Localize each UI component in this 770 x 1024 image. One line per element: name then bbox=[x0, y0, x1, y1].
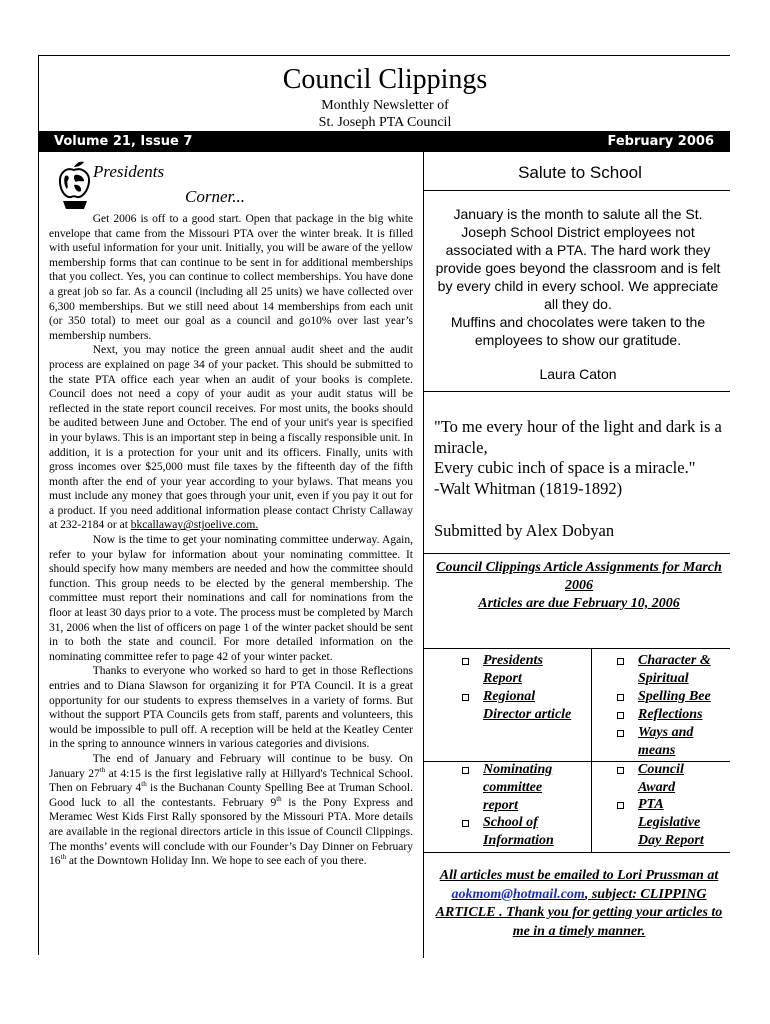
volume-label: Volume 21, Issue 7 bbox=[54, 134, 193, 149]
issue-bar bbox=[38, 131, 730, 152]
checkbox-icon bbox=[462, 767, 469, 774]
newsletter-org: St. Joseph PTA Council bbox=[318, 115, 452, 130]
checkbox-icon bbox=[617, 712, 624, 719]
checkbox-icon bbox=[617, 767, 624, 774]
assignment-item: Ways and means bbox=[617, 724, 718, 760]
submission-note: All articles must be emailed to Lori Prussman at aokmom@hotmail.com, subject: CLIPPING ARTICLE . Thank you for getting your articles to me in a timely manner. bbox=[435, 868, 723, 939]
article-paragraph: The end of January and February will continue to be busy. On January 27th at 4:15 is the first legislative rally at Hillyard's Technical School. Then on February 4th is the Buchanan County Spelling Bee at Truman School. Good luck to all the contestants. February 9th is the Pony Express and Meramec West Kids First Rally sponsored by the Missouri PTA. More details are available in the regional directors article in this issue of Council Clippings. The months’ events will conclude with our Founder’s Day Dinner on February 16th at the Downtown Holiday Inn. We hope to see each of you there. bbox=[49, 752, 413, 868]
checkbox-icon bbox=[462, 658, 469, 665]
checkbox-icon bbox=[617, 694, 624, 701]
grid-line bbox=[424, 852, 730, 853]
section-divider bbox=[424, 553, 730, 554]
salute-author: Laura Caton bbox=[539, 366, 617, 382]
salute-body: January is the month to salute all the St. Joseph School District employees not associated with a PTA. The hard work they provide goes beyond the classroom and is felt by every child in every school. We appreciate all they do. Muffins and chocolates were taken to the employees to show our gratitude. bbox=[435, 206, 721, 348]
article-paragraph: Thanks to everyone who worked so hard to get in those Reflections entries and to Diana Slawson for organizing it for PTA Council. It is a great opportunity for our students to express themselves in a variety of forms. But without the support PTA Councils gets from staff, parents and volunteers, this would be impossible to pull off. A reception will be held at the Keatley Center in the spring to announce winners in various categories and divisions. bbox=[49, 665, 413, 751]
apple-globe-icon bbox=[57, 161, 91, 211]
assignment-item: Nominating committee report bbox=[462, 761, 567, 815]
assignment-item: PTA Legislative Day Report bbox=[617, 796, 722, 850]
quote-submitter: Submitted by Alex Dobyan bbox=[434, 521, 615, 540]
issue-date: February 2006 bbox=[607, 134, 714, 149]
article-paragraph: Get 2006 is off to a good start. Open that package in the big white envelope that came from the Missouri PTA over the winter break. It is filled with useful information for your unit. Initially, you will be aware of the yellow membership forms that can continue to be sent in for additional memberships that you collect. Yes, you can continue to collect memberships. You have done a great job so far. As a council (including all 25 units) we have collected over 6,300 memberships. But we still need about 14 memberships from each unit (or 350 total) to meet our goal as a council and go10% over last year’s membership numbers. bbox=[49, 213, 413, 342]
assignment-item: School of Information bbox=[462, 814, 567, 850]
article-paragraph: Next, you may notice the green annual audit sheet and the audit process are explained on page 34 of your packet. This should be submitted to the state PTA office each year when an audit of your books is complete. Council does not need a copy of your audit as your audit status will be reflected in the state report council receives. For most units, the books should be audited between June and October. The end of your unit's year is specified in your bylaws. This is an important step in being a fiscally responsible unit. In addition, it is a protection for your unit and its officers. Finally, units with gross incomes over $25,000 must file taxes by the fifteenth day of the fifth month after the end of your year according to your bylaws. That means you must include any money that goes through your unit, even if you pay it out for a product. If you need additional information please contact Christy Callaway at 232-2184 or at bkcallaway@stjoelive.com. bbox=[49, 344, 413, 532]
email-link[interactable]: bkcallaway@stjoelive.com. bbox=[130, 519, 259, 532]
assignment-item: Character & Spiritual bbox=[617, 652, 728, 688]
assignment-item: Regional Director article bbox=[462, 688, 583, 724]
presidents-corner-column bbox=[38, 152, 424, 958]
checkbox-icon bbox=[617, 730, 624, 737]
newsletter-title: Council Clippings bbox=[282, 64, 488, 95]
checkbox-icon bbox=[617, 658, 624, 665]
assignment-item: Council Award bbox=[617, 761, 718, 797]
email-link[interactable]: aokmom@hotmail.com bbox=[451, 886, 585, 902]
whitman-quote: "To me every hour of the light and dark is a miracle, Every cubic inch of space is a miracle." -Walt Whitman (1819-1892) bbox=[434, 417, 722, 498]
grid-line bbox=[424, 648, 730, 649]
corner-title-corner: Corner... bbox=[185, 187, 245, 206]
checkbox-icon bbox=[462, 820, 469, 827]
salute-title: Salute to School bbox=[518, 163, 642, 182]
corner-title-presidents: Presidents bbox=[93, 162, 165, 181]
assignment-item: Spelling Bee bbox=[617, 688, 728, 706]
newsletter-subtitle: Monthly Newsletter of bbox=[321, 98, 449, 113]
assignment-item: Presidents Report bbox=[462, 652, 563, 688]
presidents-article bbox=[49, 212, 413, 869]
article-paragraph: Now is the time to get your nominating committee underway. Again, refer to your bylaw for information about your nominating committee. It should specify how many members are needed and how the committee should function. This group needs to be elected by the general membership. The committee must report their nominations and call for nominations from the floor at least 30 days prior to a vote. The process must be completed by March 31, 2006 when the list of officers on page 1 of the winter packet should be sent in to both the state and council. For more detailed information on the nominating committee refer to page 42 of your winter packet. bbox=[49, 534, 413, 663]
checkbox-icon bbox=[462, 694, 469, 701]
assignment-item: Reflections bbox=[617, 706, 728, 724]
grid-line bbox=[591, 648, 592, 852]
assignments-title: Council Clippings Article Assignments for March 2006 Articles are due February 10, 2006 bbox=[436, 560, 722, 611]
checkbox-icon bbox=[617, 802, 624, 809]
